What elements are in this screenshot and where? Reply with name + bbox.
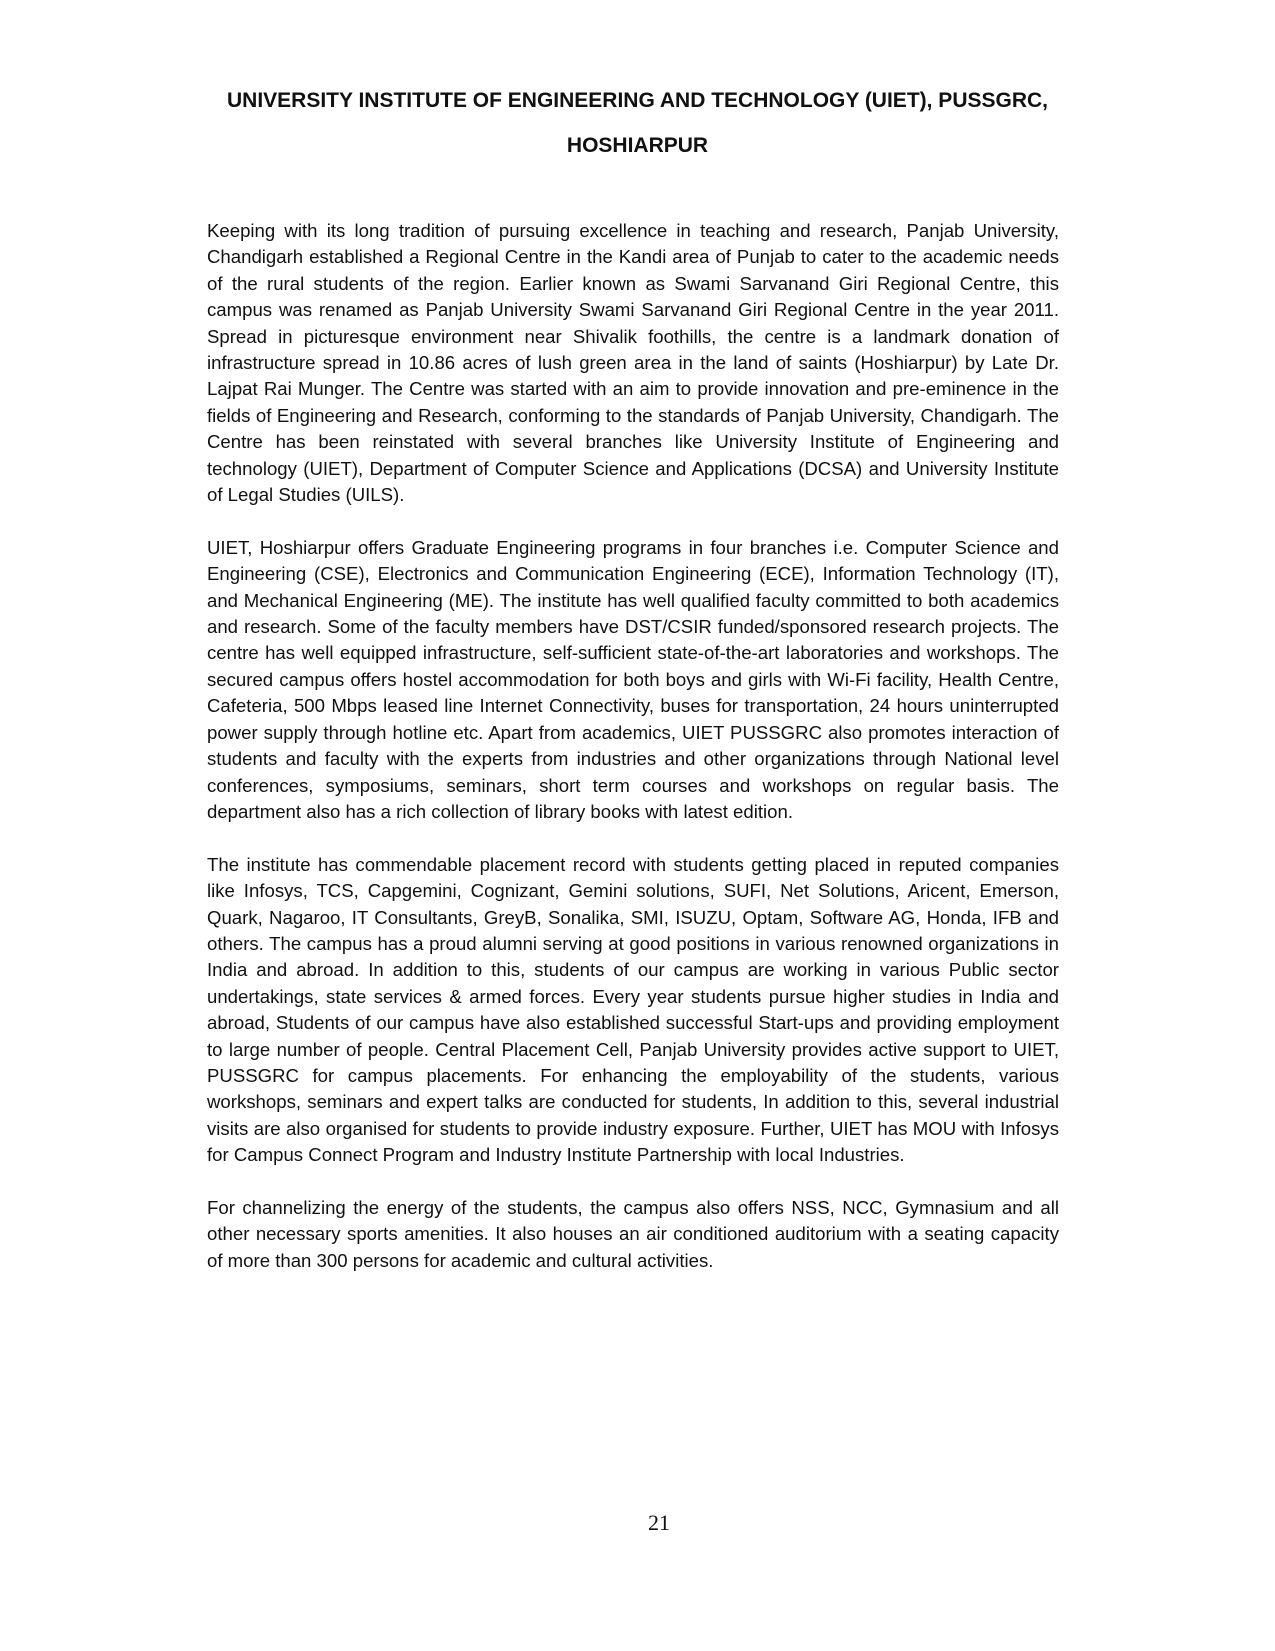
paragraph-intro: Keeping with its long tradition of pursuing excellence in teaching and research, Panjab University, Chandigarh established a Regional Centre in the Kandi area of Punjab to cater to the academic needs of the rural students of the region. Earlier known as Swami Sarvanand Giri Regional Centre, this campus was renamed as Panjab University Swami Sarvanand Giri Regional Centre in the year 2011. Spread in picturesque environment near Shivalik foothills, the centre is a landmark donation of infrastructure spread in 10.86 acres of lush green area in the land of saints (Hoshiarpur) by Late Dr. Lajpat Rai Munger. The Centre was started with an aim to provide innovation and pre-eminence in the fields of Engineering and Research, conforming to the standards of Panjab University, Chandigarh. The Centre has been reinstated with several branches like University Institute of Engineering and technology (UIET), Department of Computer Science and Applications (DCSA) and University Institute of Legal Studies (UILS).	[207, 220, 1059, 506]
body-text	[207, 218, 1059, 1274]
title-line-2: HOSHIARPUR	[566, 134, 709, 157]
title-line-1: UNIVERSITY INSTITUTE OF ENGINEERING AND TECHNOLOGY (UIET), PUSSGRC,	[226, 89, 1048, 112]
paragraph-placements: The institute has commendable placement record with students getting placed in reputed companies like Infosys, TCS, Capgemini, Cognizant, Gemini solutions, SUFI, Net Solutions, Aricent, Emerson, Quark, Nagaroo, IT Consultants, GreyB, Sonalika, SMI, ISUZU, Optam, Software AG, Honda, IFB and others. The campus has a proud alumni serving at good positions in various renowned organizations in India and abroad. In addition to this, students of our campus are working in various Public sector undertakings, state services & armed forces. Every year students pursue higher studies in India and abroad, Students of our campus have also established successful Start-ups and providing employment to large number of people. Central Placement Cell, Panjab University provides active support to UIET, PUSSGRC for campus placements. For enhancing the employability of the students, various workshops, seminars and expert talks are conducted for students, In addition to this, several industrial visits are also organised for students to provide industry exposure. Further, UIET has MOU with Infosys for Campus Connect Program and Industry Institute Partnership with local Industries.	[207, 853, 1059, 1166]
page-title	[150, 78, 1125, 168]
page-number: 21	[648, 1510, 670, 1535]
paragraph-activities: For channelizing the energy of the students, the campus also offers NSS, NCC, Gymnasium and all other necessary sports amenities. It also houses an air conditioned auditorium with a seating capacity of more than 300 persons for academic and cultural activities.	[207, 1196, 1059, 1271]
paragraph-programs: UIET, Hoshiarpur offers Graduate Engineering programs in four branches i.e. Computer Science and Engineering (CSE), Electronics and Communication Engineering (ECE), Information Technology (IT), and Mechanical Engineering (ME). The institute has well qualified faculty committed to both academics and research. Some of the faculty members have DST/CSIR funded/sponsored research projects. The centre has well equipped infrastructure, self-sufficient state-of-the-art laboratories and workshops. The secured campus offers hostel accommodation for both boys and girls with Wi-Fi facility, Health Centre, Cafeteria, 500 Mbps leased line Internet Connectivity, buses for transportation, 24 hours uninterrupted power supply through hotline etc. Apart from academics, UIET PUSSGRC also promotes interaction of students and faculty with the experts from industries and other organizations through National level conferences, symposiums, seminars, short term courses and workshops on regular basis. The department also has a rich collection of library books with latest edition.	[207, 536, 1059, 822]
